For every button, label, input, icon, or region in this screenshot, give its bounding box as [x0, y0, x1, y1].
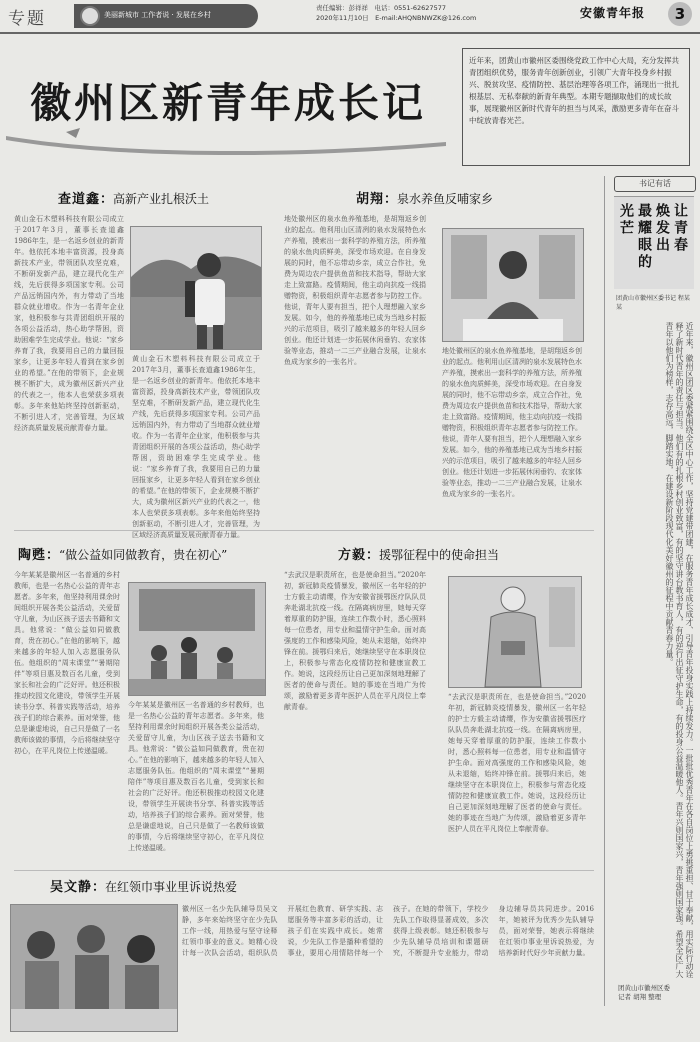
page-header: [0, 0, 700, 34]
editor-line: 责任编辑：彭祥祥 电话：0551-62627577: [316, 4, 446, 12]
article-text-cont: “去武汉是职责所在，也是使命担当。”2020年初，新冠肺炎疫情暴发，徽州区一名年轻的护士方毅主动请缨，作为安徽省援鄂医疗队队员奔赴湖北抗疫一线。在隔离病房里，她每天穿着厚重的防护服，连续工作数小时，悉心照料每一位患者，用专业和温情守护生命。面对高强度的工作和感染风险，她从未退缩，始终冲锋在前。援鄂归来后，她继续坚守在本职岗位上，积极参与常态化疫情防控和健康宣教工作。她说，这段经历让自己更加深刻地理解了医者的使命与责任。她的事迹在当地广为传颂，激励着更多青年医护人员在平凡岗位上奉献青春。: [448, 693, 586, 833]
article-text: “去武汉是职责所在，也是使命担当。”2020年初，新冠肺炎疫情暴发，徽州区一名年轻的护士方毅主动请缨，作为安徽省援鄂医疗队队员奔赴湖北抗疫一线。在隔离病房里，她每天穿着厚重的防护服，连续工作数小时，悉心照料每一位患者，用专业和温情守护生命。面对高强度的工作和感染风险，她从未退缩，始终冲锋在前。援鄂归来后，她继续坚守在本职岗位上，积极参与常态化疫情防控和健康宣教工作。她说，这段经历让自己更加深刻地理解了医者的使命与责任。她的事迹在当地广为传颂，激励着更多青年医护人员在平凡岗位上奉献青春。: [284, 571, 426, 711]
sidebar-body-text: 近年来，徽州区团区委紧紧围绕全区中心工作，坚持党建带团建，在服务青年成长成才、引导青年投身实践上持续发力。一批批优秀青年在各自岗位上勇挑重担、甘于奉献，用实际行动诠释了新时代青年的责任与担当。他们有的扎根乡村创业致富，有的坚守讲台教书育人，有的逆行出征守护生命，有的投身公益温暖他人。青年兴则国家兴，青年强则国家强。希望全区广大青年以他们为榜样，志存高远，脚踏实地，在建设新阶段现代化美好徽州的征程中贡献青春力量。: [665, 322, 694, 978]
article-text-cont: 黄山金石木塑料科技有限公司成立于2017年3月，董事长查道鑫1986年生，是一名返乡创业的新青年。他依托本地丰富资源，投身高新技术产业，带领团队攻坚克难，不断研发新产品，建立现代化生产线，先后获得多项国家专利。公司产品远销国内外，有力带动了当地群众就业增收。作为一名青年企业家，他积极参与共青团组织开展的各项公益活动，热心助学帮困，资助困难学生完成学业。他说：“家乡养育了我，我要用自己的力量回报家乡，让更多年轻人看到在家乡创业的希望。”在他的带领下，企业规模不断扩大，成为徽州区新兴产业的代表之一，他本人也荣获多项表彰。多年来他始终坚持创新驱动，不断引进人才，完善管理，为区域经济高质量发展贡献青春力量。: [132, 355, 260, 539]
article-subtitle: “做公益如同做教育，贵在初心”: [59, 548, 228, 562]
article-text-cont: 地处徽州区的泉水鱼养殖基地，是胡翔返乡创业的起点。他利用山区清冽的泉水发展特色水产养殖，摸索出一套科学的养殖方法，所养殖的泉水鱼肉质鲜美，深受市场欢迎。在自身发展的同时，他不忘带动乡亲，成立合作社，免费为周边农户提供鱼苗和技术指导，帮助大家走上致富路。疫情期间，他主动向抗疫一线捐赠物资，积极组织青年志愿者参与防控工作。他说，青年人要有担当，把个人理想融入家乡发展。如今，他的养殖基地已成为当地乡村振兴的示范项目，吸引了越来越多的年轻人回乡创业。他还计划进一步拓展休闲垂钓、农家体验等业态，推动一二三产业融合发展，让泉水鱼成为家乡的一张名片。: [442, 347, 582, 498]
article-photo: [128, 582, 266, 696]
article-subtitle: 泉水养鱼反哺家乡: [397, 192, 494, 206]
editorial-sidebar: [612, 176, 696, 1001]
article-photo: [10, 904, 178, 1032]
headline-line: 焕发出: [654, 203, 670, 254]
headline-line: 让青春: [672, 203, 688, 254]
article-headline: 查道鑫：高新产业扎根沃土: [58, 192, 210, 207]
article-photo: [448, 576, 582, 688]
person-name: 方毅: [338, 548, 367, 563]
article-subtitle: 高新产业扎根沃土: [113, 192, 210, 206]
newspaper-brand: 安徽青年报: [580, 6, 646, 20]
person-name: 查道鑫: [58, 192, 101, 207]
section-label: 专题: [8, 9, 46, 29]
emblem-icon: [80, 6, 100, 26]
page-number: 3: [668, 2, 692, 26]
article-text: 徽州区一名少先队辅导员吴文静，多年来始终坚守在少先队工作一线，用热爱与坚守诠释红领巾事业的意义。她精心设计每一次队会活动，组织队员开展红色教育、研学实践、志愿服务等丰富多彩的活动，让孩子们在实践中成长。她常说，少先队工作是播种希望的事业，要用心用情陪伴每一个孩子。在她的带领下，学校少先队工作取得显著成效，多次获得上级表彰。她还积极参与少先队辅导员培训和课题研究，不断提升专业能力，带动身边辅导员共同进步。2016年，她被评为优秀少先队辅导员，面对荣誉，她表示将继续在红领巾事业里诉说热爱，为培养新时代好少年贡献力量。: [182, 905, 594, 957]
article-text: 黄山金石木塑料科技有限公司成立于2017年3月，董事长查道鑫1986年生，是一名返乡创业的新青年。他依托本地丰富资源，投身高新技术产业，带领团队攻坚克难，不断研发新产品，建立现代化生产线，先后获得多项国家专利。公司产品远销国内外，有力带动了当地群众就业增收。作为一名青年企业家，他积极参与共青团组织开展的各项公益活动，热心助学帮困，资助困难学生完成学业。他说：“家乡养育了我，我要用自己的力量回报家乡，让更多年轻人看到在家乡创业的希望。”在他的带领下，企业规模不断扩大，成为徽州区新兴产业的代表之一，他本人也荣获多项表彰。多年来他始终坚持创新驱动，不断引进人才，完善管理，为区域经济高质量发展贡献青春力量。: [14, 215, 124, 432]
person-name: 陶甦: [18, 548, 47, 563]
sidebar-headline: [614, 196, 694, 289]
title-swoosh: [6, 128, 446, 156]
section-divider: [14, 870, 594, 871]
sidebar-divider: [604, 176, 605, 1006]
headline-line: 光芒: [618, 203, 634, 237]
sidebar-signature: 团黄山市徽州区委 记者 胡翔 整理: [618, 984, 670, 1001]
article-text-cont: 今年某某是徽州区一名普通的乡村教师，也是一名热心公益的青年志愿者。多年来，他坚持利用课余时间组织开展各类公益活动，关爱留守儿童，为山区孩子送去书籍和文具。他常说：“做公益如同做教育，贵在初心。”在他的影响下，越来越多的年轻人加入志愿服务队伍。他组织的“周末课堂”“暑期陪伴”等项目惠及数百名儿童，受到家长和社会的广泛好评。他还积极推动校园文化建设，带领学生开展读书分享、科普实践等活动，培养孩子们的综合素养。面对荣誉，他总是谦虚地说，自己只是做了一名教师该做的事情，今后将继续坚守初心，在平凡岗位上传递温暖。: [128, 701, 264, 852]
main-title: 徽州区新青年成长记: [30, 79, 426, 127]
person-name: 吴文静: [50, 880, 93, 895]
sidebar-tag: 书记有话: [614, 176, 696, 192]
header-rule: [0, 32, 700, 34]
section-divider: [14, 530, 594, 531]
editor-info: [316, 3, 476, 23]
headline-line: 最耀眼的: [636, 203, 652, 271]
sidebar-body: [614, 322, 694, 982]
article-subtitle: 在红领巾事业里诉说热爱: [105, 880, 238, 894]
article-headline: 陶甦：“做公益如同做教育，贵在初心”: [18, 548, 228, 563]
article-headline: 胡翔：泉水养鱼反哺家乡: [356, 192, 494, 207]
article-photo: [130, 226, 262, 350]
sidebar-byline: 团黄山市徽州区委书记 程某某: [616, 295, 690, 311]
article-subtitle: 援鄂征程中的使命担当: [379, 548, 500, 562]
article-headline: 吴文静：在红领巾事业里诉说热爱: [50, 880, 238, 895]
article-photo: [442, 228, 584, 342]
date-line: 2020年11月10日 E-mail:AHQNBNWZK@126.com: [316, 14, 477, 22]
article-text: 今年某某是徽州区一名普通的乡村教师，也是一名热心公益的青年志愿者。多年来，他坚持利用课余时间组织开展各类公益活动，关爱留守儿童，为山区孩子送去书籍和文具。他常说：“做公益如同做教育，贵在初心。”在他的影响下，越来越多的年轻人加入志愿服务队伍。他组织的“周末课堂”“暑期陪伴”等项目惠及数百名儿童，受到家长和社会的广泛好评。他还积极推动校园文化建设，带领学生开展读书分享、科普实践等活动，培养孩子们的综合素养。面对荣誉，他总是谦虚地说，自己只是做了一名教师该做的事情，今后将继续坚守初心，在平凡岗位上传递温暖。: [14, 571, 120, 755]
person-name: 胡翔: [356, 192, 385, 207]
article-text: 地处徽州区的泉水鱼养殖基地，是胡翔返乡创业的起点。他利用山区清冽的泉水发展特色水产养殖，摸索出一套科学的养殖方法，所养殖的泉水鱼肉质鲜美，深受市场欢迎。在自身发展的同时，他不忘带动乡亲，成立合作社，免费为周边农户提供鱼苗和技术指导，帮助大家走上致富路。疫情期间，他主动向抗疫一线捐赠物资，积极组织青年志愿者参与防控工作。他说，青年人要有担当，把个人理想融入家乡发展。如今，他的养殖基地已成为当地乡村振兴的示范项目，吸引了越来越多的年轻人回乡创业。他还计划进一步拓展休闲垂钓、农家体验等业态，推动一二三产业融合发展，让泉水鱼成为家乡的一张名片。: [284, 215, 426, 366]
intro-box: 近年来，团黄山市徽州区委围绕党政工作中心大局，充分发挥共青团组织优势，服务青年创新创业，引领广大青年投身乡村振兴、脱贫攻坚、疫情防控、基层治理等各项工作，涌现出一批扎根基层、无私奉献的新青年典型。本期专题撷取他们的成长故事，展现徽州区新时代青年的担当与风采，激励更多青年在奋斗中绽放青春光芒。: [462, 48, 690, 166]
article-headline: 方毅：援鄂征程中的使命担当: [338, 548, 500, 563]
banner-text: 美丽新城市 工作者说 · 发展在乡村: [104, 11, 211, 19]
